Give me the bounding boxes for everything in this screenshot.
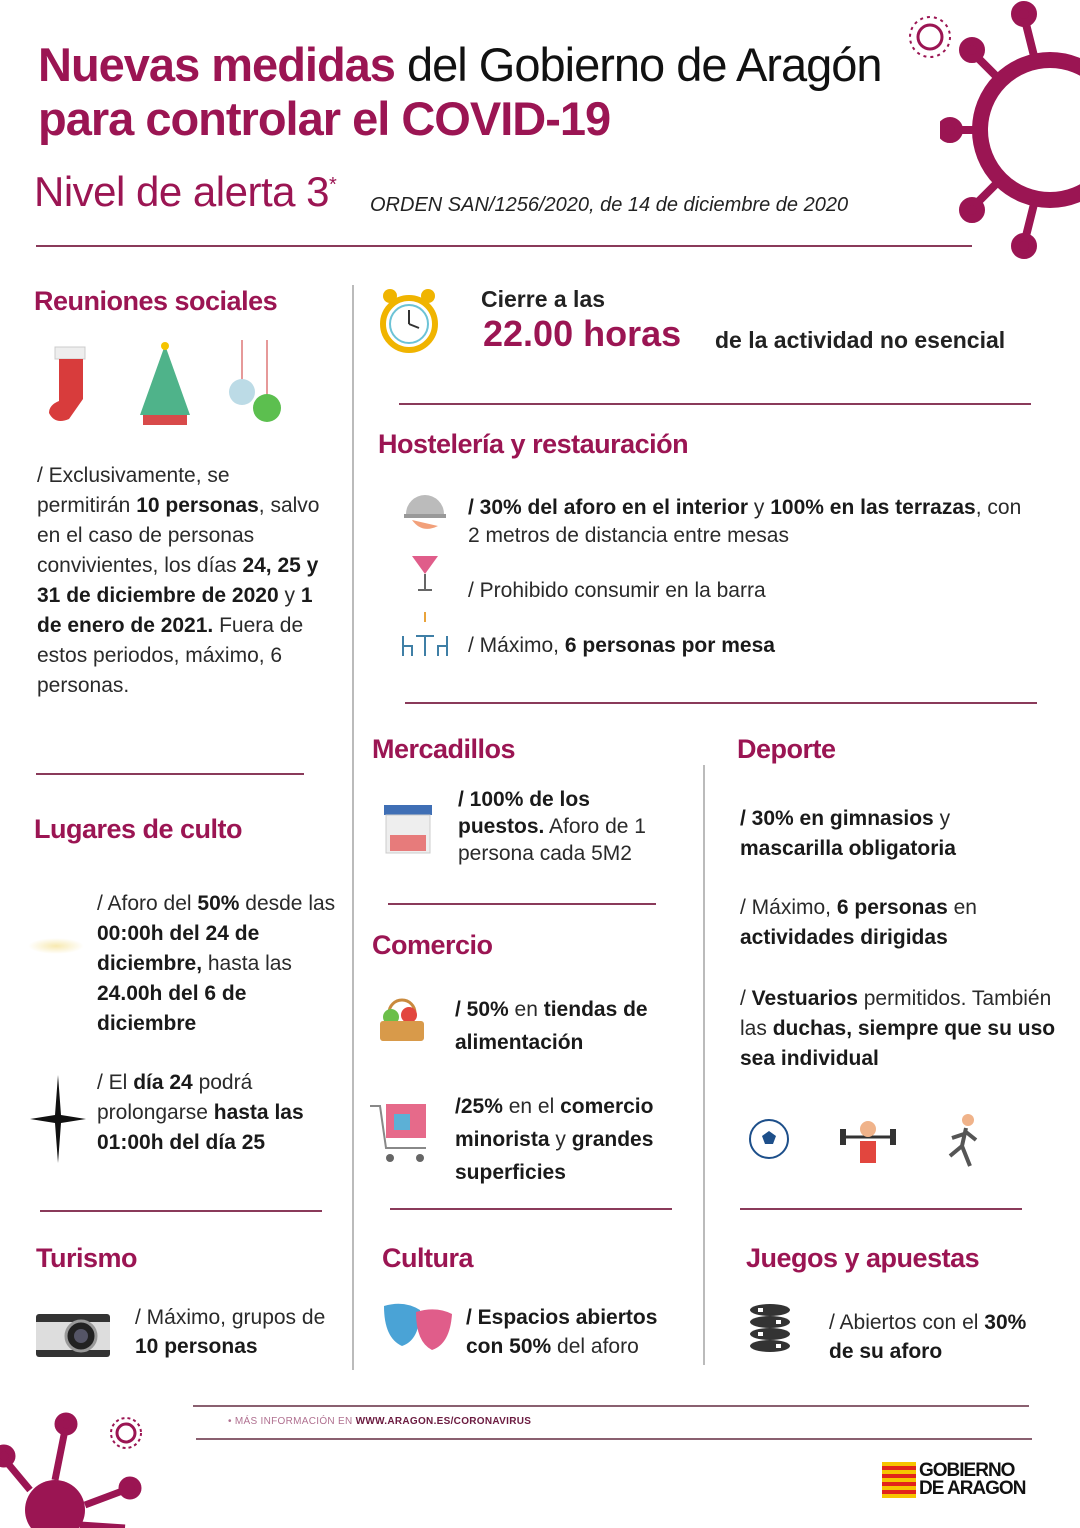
bold-text: 100% en las terrazas — [770, 496, 976, 519]
comercio-item-2 — [455, 1090, 695, 1189]
alert-level-text: Nivel de alerta 3 — [34, 168, 329, 215]
bold-text: /25% — [455, 1095, 503, 1118]
table-chairs-icon — [400, 612, 450, 658]
shopping-cart-icon — [368, 1100, 432, 1166]
mercadillos-heading: Mercadillos — [372, 734, 516, 764]
bold-text: / 30% del aforo en el interior — [468, 496, 749, 519]
order-reference: ORDEN SAN/1256/2020, de 14 de diciembre de 2020 — [370, 194, 849, 216]
candle-light-icon — [28, 938, 84, 954]
bold-text: 50% — [197, 892, 240, 915]
bold-text: duchas, siempre que su uso sea individual — [740, 1017, 1056, 1070]
bold-text: 10 personas — [135, 1335, 258, 1358]
bold-text: Nuevas medidas — [38, 38, 395, 91]
more-info-label: • MÁS INFORMACIÓN EN — [228, 1416, 356, 1427]
bold-text: 30% de su aforo — [829, 1311, 1027, 1363]
text-segment: y — [933, 807, 951, 830]
deporte-heading: Deporte — [737, 734, 836, 764]
bold-text: mascarilla obligatoria — [740, 837, 956, 860]
christmas-tree-icon — [135, 340, 195, 428]
bold-text: / Espacios abiertos con 50% — [466, 1306, 658, 1358]
hosteleria-item-2 — [468, 576, 766, 606]
bold-text: día 24 — [133, 1071, 193, 1094]
cierre-pre: Cierre a las — [481, 286, 606, 312]
text-segment: Aforo de 1 persona cada 5M2 — [458, 815, 646, 865]
serving-tray-icon — [402, 490, 448, 536]
theater-masks-icon — [380, 1300, 456, 1354]
virus-icon — [940, 0, 1080, 260]
text-segment: desde las — [239, 892, 336, 915]
text-segment: hasta las — [202, 952, 292, 975]
text-segment: del aforo — [551, 1335, 639, 1358]
more-info — [228, 1416, 531, 1427]
text-segment: / Aforo del — [97, 892, 198, 915]
bold-text: / 100% de los puestos. — [458, 788, 590, 838]
bold-text: 1 de enero de 2021. — [37, 584, 313, 637]
divider — [352, 285, 354, 1370]
text-segment: / Máximo, — [468, 634, 565, 657]
text-segment: / Abiertos con el — [829, 1311, 985, 1334]
text-segment: y — [549, 1128, 572, 1151]
turismo-text — [135, 1303, 335, 1361]
runner-icon — [942, 1112, 982, 1170]
turismo-heading: Turismo — [36, 1243, 138, 1273]
text-segment: , con 2 metros de distancia entre mesas — [468, 496, 1022, 547]
juegos-text — [829, 1308, 1029, 1366]
text-segment: del Gobierno de Aragón — [394, 38, 882, 91]
alarm-clock-icon — [378, 284, 440, 358]
bold-text: para controlar el COVID-19 — [38, 92, 611, 145]
bold-text: 6 personas — [836, 896, 948, 919]
bold-text: / 30% en gimnasios — [740, 807, 934, 830]
cultura-heading: Cultura — [382, 1243, 473, 1273]
text-segment: y — [278, 584, 301, 607]
small-virus-bottom-icon — [108, 1415, 144, 1451]
ornaments-icon — [222, 340, 284, 428]
aragon-flag-icon — [882, 1462, 916, 1498]
text-segment: / — [740, 987, 752, 1010]
divider — [703, 765, 705, 1365]
cocktail-icon — [410, 550, 440, 594]
cierre-time: 22.00 horas — [483, 313, 682, 354]
text-segment: en — [947, 896, 977, 919]
soccer-ball-icon — [747, 1117, 791, 1161]
text-segment: / El — [97, 1071, 134, 1094]
alert-level — [34, 168, 336, 216]
juegos-heading: Juegos y apuestas — [746, 1243, 980, 1273]
bold-text: 00:00h del 24 de diciembre, — [97, 922, 260, 975]
bold-text: tiendas de alimentación — [455, 998, 648, 1054]
bold-text: Vestuarios — [751, 987, 858, 1010]
deporte-item-1 — [740, 804, 1040, 864]
deporte-item-2 — [740, 893, 1040, 953]
bold-text: actividades dirigidas — [740, 926, 948, 949]
hosteleria-item-1 — [468, 494, 1028, 550]
text-segment: / Máximo, grupos de — [135, 1306, 326, 1329]
culto-heading: Lugares de culto — [34, 814, 243, 844]
star-icon — [30, 1075, 86, 1163]
bold-text: hasta las 01:00h del día 25 — [97, 1101, 304, 1154]
text-segment: / Exclusivamente, se permitirán — [37, 464, 230, 517]
text-segment: permitidos. También las — [740, 987, 1052, 1040]
comercio-heading: Comercio — [372, 930, 493, 960]
stocking-icon — [45, 342, 95, 427]
market-stall-icon — [382, 803, 434, 855]
culto-item-1 — [97, 889, 347, 1039]
bold-text: 10 personas — [136, 494, 259, 517]
text-segment: en — [508, 998, 544, 1021]
bold-text: 24, 25 y 31 de diciembre de 2020 — [37, 554, 319, 607]
bold-text: grandes superficies — [455, 1128, 654, 1184]
logo-text: GOBIERNO DE ARAGON — [919, 1460, 1026, 1499]
cultura-text — [466, 1303, 696, 1361]
text-segment: Fuera de estos periodos, máximo, 6 personas. — [37, 614, 304, 697]
bold-text: 24.00h del 6 de diciembre — [97, 982, 247, 1035]
deporte-item-3 — [740, 984, 1060, 1074]
asterisk: * — [329, 174, 337, 196]
casino-chips-icon — [748, 1302, 792, 1358]
page-title — [38, 38, 898, 146]
bold-text: / 50% — [455, 998, 509, 1021]
weightlifter-icon — [838, 1115, 898, 1167]
more-info-link[interactable]: WWW.ARAGON.ES/CORONAVIRUS — [355, 1416, 532, 1427]
reuniones-heading: Reuniones sociales — [34, 286, 278, 316]
mercadillos-text — [458, 786, 678, 867]
text-segment: , salvo en el caso de personas convivientes, los días — [37, 494, 320, 577]
hosteleria-item-3 — [468, 631, 775, 661]
reuniones-text — [37, 461, 322, 701]
bold-text: 6 personas por mesa — [564, 634, 775, 657]
culto-item-2 — [97, 1068, 342, 1158]
text-segment: / Prohibido consumir en la barra — [468, 579, 766, 602]
comercio-item-1 — [455, 993, 690, 1059]
text-segment: y — [748, 496, 771, 519]
grocery-basket-icon — [375, 993, 429, 1045]
gobierno-aragon-logo — [882, 1462, 1039, 1498]
small-virus-icon — [905, 12, 955, 62]
text-segment: / Máximo, — [740, 896, 837, 919]
bold-text: comercio minorista — [455, 1095, 654, 1151]
camera-icon — [35, 1308, 111, 1358]
cierre-post: de la actividad no esencial — [715, 327, 1006, 353]
text-segment: podrá prolongarse — [97, 1071, 253, 1124]
hosteleria-heading: Hostelería y restauración — [378, 429, 689, 459]
text-segment: en el — [502, 1095, 561, 1118]
